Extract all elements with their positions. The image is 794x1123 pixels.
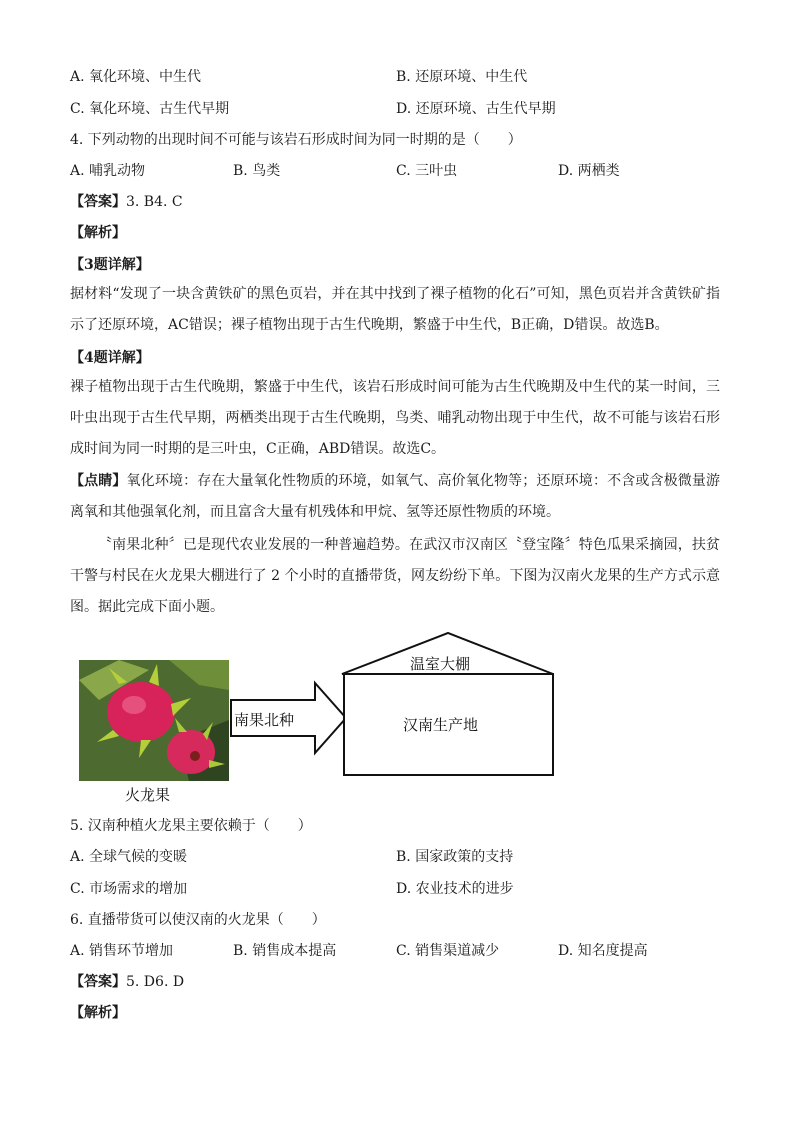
q5-option-b: B. 国家政策的支持 (396, 849, 514, 865)
q4-option-b: B. 鸟类 (233, 163, 281, 179)
answer-tag: 【答案】 (70, 194, 126, 210)
answer-tag: 【答案】 (70, 974, 126, 990)
q6-option-a: A. 销售环节增加 (70, 943, 174, 959)
note-tag: 【点睛】 (70, 473, 127, 489)
roof-label: 温室大棚 (410, 655, 471, 673)
material-paragraph: 〝南果北种〞已是现代农业发展的一种普遍趋势。在武汉市汉南区〝登宝隆〞特色瓜果采摘园，扶贫干警与村民在火龙果大棚进行了 2 个小时的直播带货，网友纷纷下单。下图为汉南火龙果的生产方式示意图。据此完成下面小题。 (70, 537, 720, 615)
detail4-heading: 【4题详解】 (70, 350, 150, 366)
detail3-text: 据材料“发现了一块含黄铁矿的黑色页岩，并在其中找到了裸子植物的化石”可知，黑色页岩并含黄铁矿指示了还原环境，AC错误；裸子植物出现于古生代晚期，繁盛于中生代，B正确，D错误。故选B。 (70, 286, 720, 333)
q5-option-d: D. 农业技术的进步 (396, 881, 514, 897)
box-label: 汉南生产地 (403, 716, 479, 734)
q6-option-d: D. 知名度提高 (558, 943, 648, 959)
analysis-tag-1: 【解析】 (70, 225, 126, 241)
q4-option-c: C. 三叶虫 (396, 163, 458, 179)
q4-stem: 4. 下列动物的出现时间不可能与该岩石形成时间为同一时期的是（ ） (70, 132, 522, 148)
q3-option-b: B. 还原环境、中生代 (396, 69, 528, 85)
answer-block-2 (70, 971, 184, 991)
q6-option-c: C. 销售渠道减少 (396, 943, 500, 959)
q4-option-a: A. 哺乳动物 (70, 163, 146, 179)
q5-stem: 5. 汉南种植火龙果主要依赖于（ ） (70, 818, 312, 834)
q5-option-a: A. 全球气候的变暖 (70, 849, 188, 865)
note-text: 氧化环境：存在大量氧化性物质的环境，如氧气、高价氧化物等；还原环境：不含或含极微量游离氧和其他强氧化剂，而且富含大量有机残体和甲烷、氢等还原性物质的环境。 (70, 473, 721, 520)
q3-option-c: C. 氧化环境、古生代早期 (70, 101, 230, 117)
q3-option-a: A. 氧化环境、中生代 (70, 69, 202, 85)
detail4-text: 裸子植物出现于古生代晚期，繁盛于中生代，该岩石形成时间可能为古生代晚期及中生代的某一时间，三叶虫出现于古生代早期，两栖类出现于古生代晚期，鸟类、哺乳动物出现于中生代，故不可能与该岩石形成时间为同一时期的是三叶虫，C正确，ABD错误。故选C。 (70, 379, 720, 457)
photo-caption: 火龙果 (125, 786, 171, 804)
answer-text: 3. B4. C (126, 194, 183, 210)
q4-option-d: D. 两栖类 (558, 163, 620, 179)
detail3-heading: 【3题详解】 (70, 257, 150, 273)
arrow-label: 南果北种 (234, 711, 295, 729)
q6-option-b: B. 销售成本提高 (233, 943, 337, 959)
q6-stem: 6. 直播带货可以使汉南的火龙果（ ） (70, 912, 326, 928)
q3-option-d: D. 还原环境、古生代早期 (396, 101, 556, 117)
q5-option-c: C. 市场需求的增加 (70, 881, 188, 897)
analysis-tag-2: 【解析】 (70, 1005, 126, 1021)
answer-text: 5. D6. D (126, 974, 185, 990)
